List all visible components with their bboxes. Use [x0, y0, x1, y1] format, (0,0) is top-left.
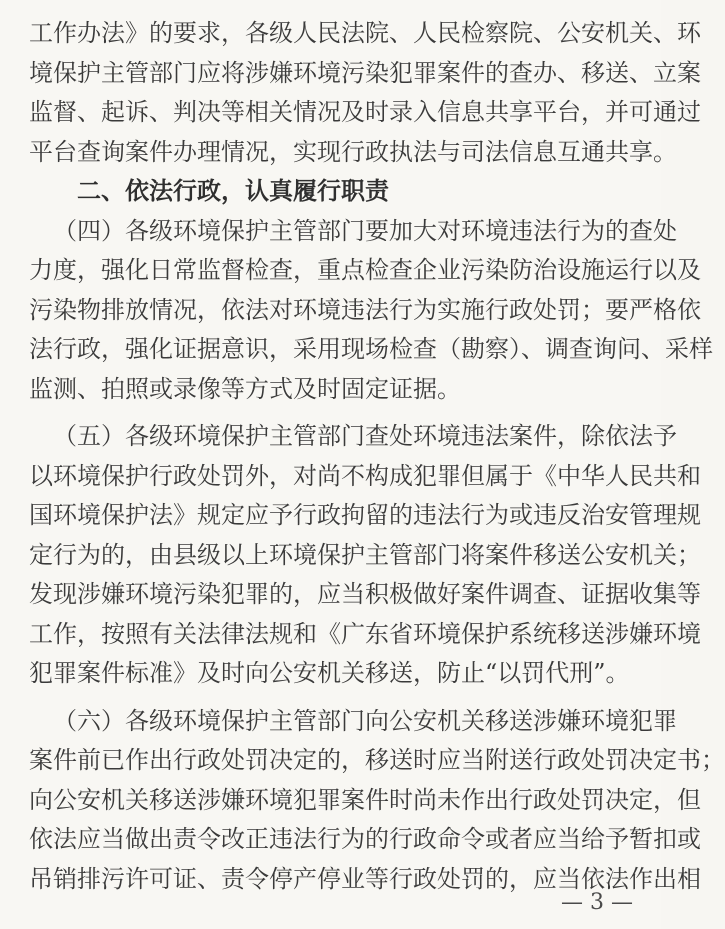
- paragraph-5-line: 国环境保护法》规定应予行政拘留的违法行为或违反治安管理规: [29, 501, 701, 529]
- paragraph-5-line: 工作，按照有关法律法规和《广东省环境保护系统移送涉嫌环境: [29, 619, 701, 648]
- text-line: 工作办法》的要求，各级人民法院、人民检察院、公安机关、环: [29, 19, 701, 47]
- paragraph-5-line: （五）各级环境保护主管部门查处环境违法案件，除依法予: [53, 422, 677, 450]
- paragraph-6-line: 案件前已作出行政处罚决定的，移送时应当附送行政处罚决定书；: [29, 746, 725, 774]
- section-heading: 二、依法行政，认真履行职责: [77, 177, 389, 205]
- paragraph-6-line: 吊销排污许可证、责令停产停业等行政处罚的，应当依法作出相: [29, 864, 701, 893]
- paragraph-6-line: 依法应当做出责令改正违法行为的行政命令或者应当给予暂扣或: [29, 825, 701, 853]
- paragraph-4-line: 污染物排放情况，依法对环境违法行为实施行政处罚；要严格依: [29, 295, 701, 324]
- paragraph-4-line: （四）各级环境保护主管部门要加大对环境违法行为的查处: [53, 216, 677, 245]
- paragraph-5-line: 定行为的，由县级以上环境保护主管部门将案件移送公安机关；: [29, 540, 701, 569]
- paragraph-4-line: 法行政，强化证据意识，采用现场检查（勘察）、调查询问、采样: [29, 335, 713, 363]
- text-line: 监督、起诉、判决等相关情况及时录入信息共享平台，并可通过: [29, 98, 701, 126]
- paragraph-5-line: 以环境保护行政处罚外，对尚不构成犯罪但属于《中华人民共和: [29, 461, 701, 490]
- paragraph-6-line: （六）各级环境保护主管部门向公安机关移送涉嫌环境犯罪: [53, 706, 677, 735]
- paragraph-5-line: 犯罪案件标准》及时向公安机关移送，防止“以罚代刑”。: [29, 659, 630, 687]
- text-line: 平台查询案件办理情况，实现行政执法与司法信息互通共享。: [29, 137, 677, 166]
- paragraph-5-line: 发现涉嫌环境污染犯罪的，应当积极做好案件调查、证据收集等: [29, 580, 701, 608]
- paragraph-4-line: 监测、拍照或录像等方式及时固定证据。: [29, 374, 461, 403]
- page-number: — 3 —: [561, 890, 633, 915]
- paragraph-6-line: 向公安机关移送涉嫌环境犯罪案件时尚未作出行政处罚决定，但: [29, 785, 701, 814]
- text-line: 境保护主管部门应将涉嫌环境污染犯罪案件的查办、移送、立案: [29, 58, 701, 87]
- document-body: [29, 14, 725, 899]
- paragraph-4-line: 力度，强化日常监督检查，重点检查企业污染防治设施运行以及: [29, 256, 701, 284]
